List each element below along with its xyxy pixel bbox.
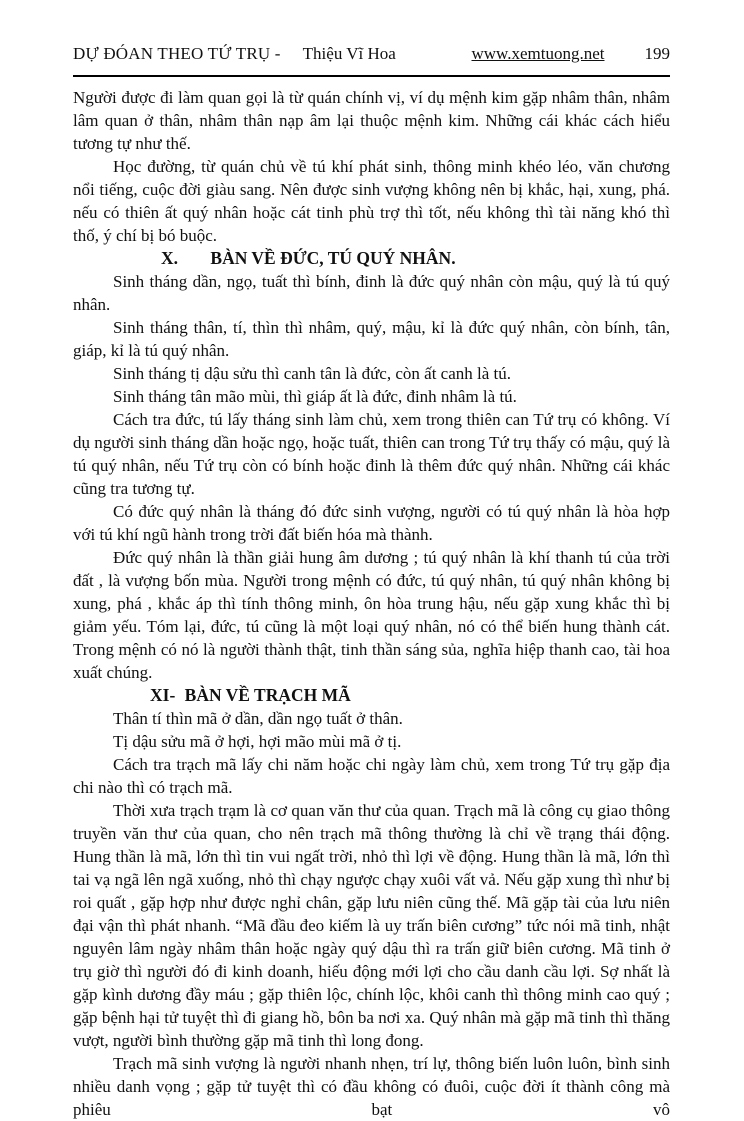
paragraph: Cách tra đức, tú lấy tháng sinh làm chủ, xem trong thiên can Tứ trụ có không. Ví dụ người sinh tháng dần hoặc ngọ, hoặc tuất, thiên can trong Tứ trụ thấy có mậu, quý là tú quý nhân, nếu Tứ trụ còn có bính hoặc đinh là thêm đức quý nhân. Những cái khác cũng tra tương tự. [73, 410, 670, 498]
section-number: XI- [150, 685, 176, 705]
page-number: 199 [644, 44, 670, 63]
section-title: BÀN VỀ TRẠCH MÃ [184, 685, 351, 705]
paragraph: Tị dậu sửu mã ở hợi, hợi mão mùi mã ở tị. [113, 732, 402, 751]
paragraph: Sinh tháng tị dậu sửu thì canh tân là đức, còn ất canh là tú. [113, 364, 511, 383]
paragraph: Sinh tháng thân, tí, thìn thì nhâm, quý, mậu, kỉ là đức quý nhân, còn bính, tân, giáp, kỉ là tú quý nhân. [73, 318, 670, 360]
paragraph: Có đức quý nhân là tháng đó đức sinh vượng, người có tú quý nhân là hòa hợp với tú khí ngũ hành trong trời đất biến hóa mà thành. [73, 502, 670, 544]
paragraph: Đức quý nhân là thần giải hung âm dương ; tú quý nhân là khí thanh tú của trời đất , là vượng bốn mùa. Người trong mệnh có đức, tú quý nhân, tú quý nhân không bị xung, phá , khắc áp thì tính thông minh, ôn hòa trung hậu, nếu gặp xung khắc thì bị giảm yếu. Tóm lại, đức, tú cũng là một loại quý nhân, nó có thể biến hung thành cát. Trong mệnh có nó là người thành thật, tinh thần sáng sủa, nghĩa hiệp thanh cao, tài hoa xuất chúng. [73, 548, 670, 682]
paragraph: Người được đi làm quan gọi là từ quán chính vị, ví dụ mệnh kim gặp nhâm thân, nhâm lâm quan ở thân, nhâm thân nạp âm lại thuộc mệnh kim. Những cái khác cách hiểu tương tự như thế. [73, 88, 670, 153]
paragraph: Thân tí thìn mã ở dần, dần ngọ tuất ở thân. [113, 709, 403, 728]
paragraph: Thời xưa trạch trạm là cơ quan văn thư của quan. Trạch mã là công cụ giao thông truyền văn thư của quan, cho nên trạch mã thông thường là chỉ về trạng thái động. Hung thần là mã, lớn thì tin vui ngất trời, nhỏ thì lợi về động. Hung thần là mã, lớn thì tai vạ ngã lên ngã xuống, nhỏ thì chạy ngược chạy xuôi vất vả. Nếu gặp xung thì như bị roi quất , gặp hợp như được nghỉ chân, gặp lưu niên cũng thế. Mã gặp tài của lưu niên đại vận thì phát nhanh. “Mã đầu đeo kiếm là uy trấn biên cương” tức nói mã tinh, nhật nguyên lâm ngày nhâm thân hoặc ngày quý dậu thì ra trấn giữ biên cương. Mã tinh ở trụ giờ thì người đó đi kinh doanh, hiếu động mới lợi cho cầu danh cầu lợi. Sợ nhất là gặp kình dương đầy máu ; gặp thiên lộc, chính lộc, khôi canh thì thông minh cao quý ; gặp bệnh hại tử tuyệt thì đi giang hồ, bôn ba nơi xa. Quý nhân mà gặp mã tinh thì thăng vượt, người bình thường gặp mã tinh thì long đong. [73, 801, 670, 1050]
page-body-text [73, 86, 670, 1121]
paragraph: Cách tra trạch mã lấy chi năm hoặc chi ngày làm chủ, xem trong Tứ trụ gặp địa chi nào thì có trạch mã. [73, 755, 670, 797]
paragraph: Sinh tháng dần, ngọ, tuất thì bính, đinh là đức quý nhân còn mậu, quý là tú quý nhân. [73, 272, 670, 314]
section-heading-x [73, 247, 670, 270]
header-divider [73, 75, 670, 77]
section-title: BÀN VỀ ĐỨC, TÚ QUÝ NHÂN. [210, 248, 456, 268]
section-heading-xi [73, 684, 670, 707]
website-link[interactable]: www.xemtuong.net [471, 44, 605, 63]
running-header [73, 44, 670, 64]
paragraph: Trạch mã sinh vượng là người nhanh nhẹn, trí lự, thông biến luôn luôn, bình sinh nhiều danh vọng ; gặp tử tuyệt thì có đầu không có đuôi, cuộc đời ít thành công mà phiêu bạt vô [73, 1054, 670, 1119]
section-number: X. [161, 248, 179, 268]
book-title: DỰ ĐÓAN THEO TỨ TRỤ - [73, 44, 281, 63]
author-name: Thiệu Vĩ Hoa [302, 44, 396, 63]
paragraph: Sinh tháng tân mão mùi, thì giáp ất là đức, đinh nhâm là tú. [113, 387, 517, 406]
paragraph: Học đường, từ quán chủ về tú khí phát sinh, thông minh khéo léo, văn chương nổi tiếng, cuộc đời giàu sang. Nên được sinh vượng không nên bị khắc, hại, xung, phá. nếu có thiên ất quý nhân hoặc cát tinh phù trợ thì tốt, nếu không thì tài năng khó thì thố, ý chí bị bó buộc. [73, 157, 670, 245]
